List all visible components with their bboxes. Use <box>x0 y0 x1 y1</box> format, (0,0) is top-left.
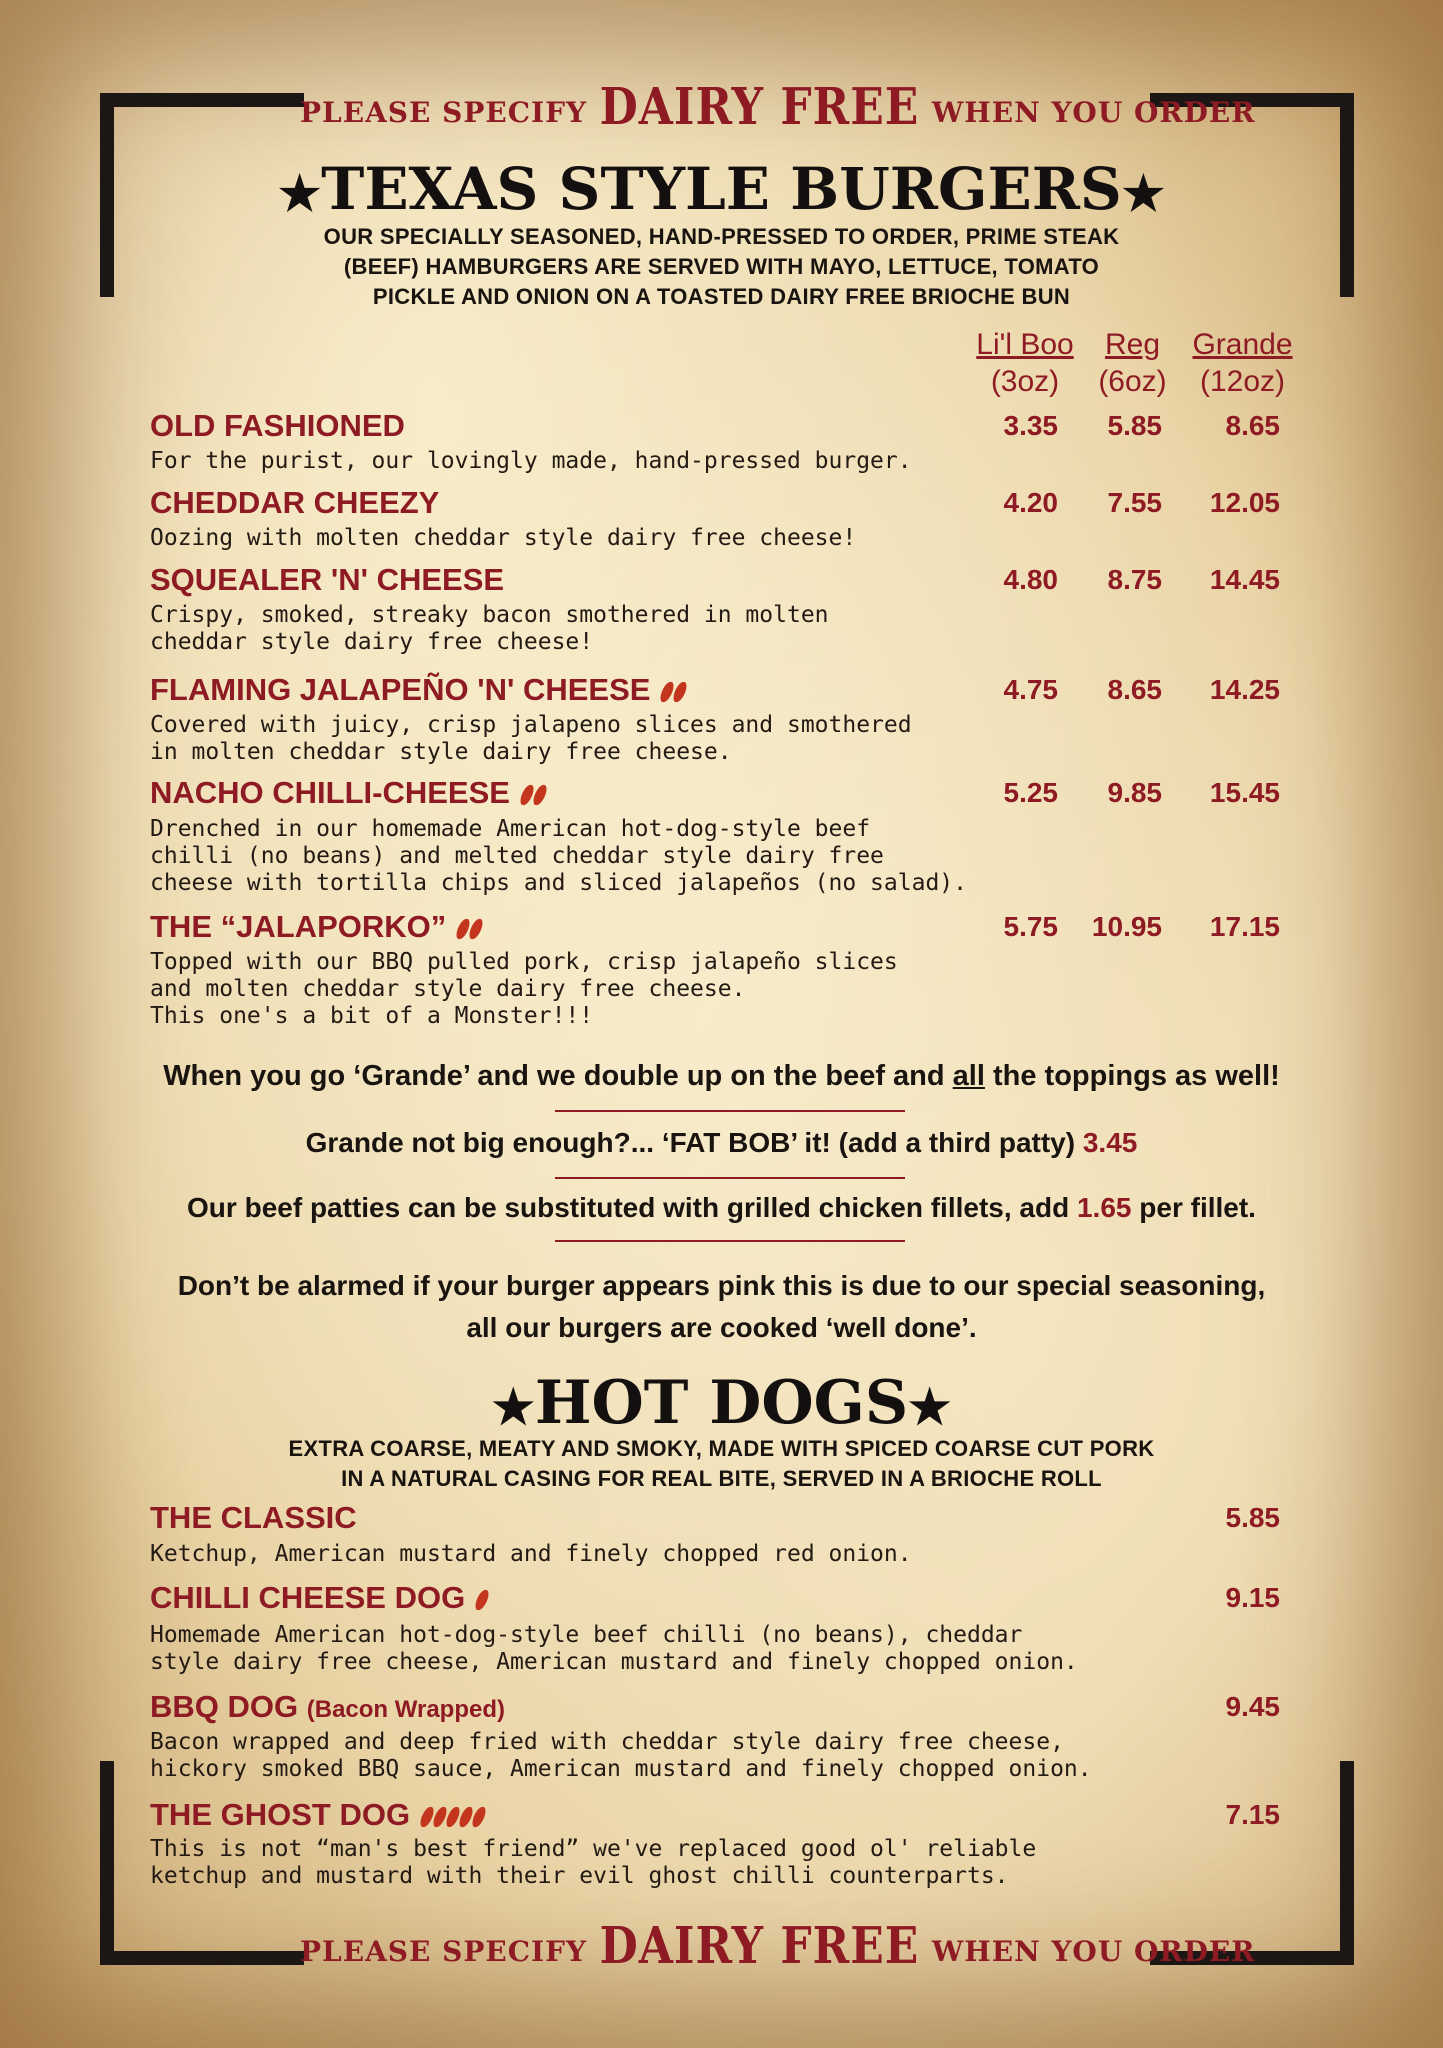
price-lil-boo: 4.80 <box>1003 564 1058 595</box>
hotdogs-intro <box>0 1434 1443 1494</box>
hotdog-item-row <box>150 1689 505 1725</box>
hotdog-item-name: THE CLASSIC <box>150 1500 357 1535</box>
hotdog-item-sub: (Bacon Wrapped) <box>306 1696 505 1723</box>
burger-item-row <box>150 775 545 811</box>
burgers-title: TEXAS STYLE BURGERS <box>321 155 1122 223</box>
hotdog-item-desc: Homemade American hot-dog-style beef chilli (no beans), cheddar style dairy free cheese, American mustard and finely chopped onion. <box>150 1622 1078 1675</box>
hotdogs-intro-line: IN A NATURAL CASING FOR REAL BITE, SERVED IN A BRIOCHE ROLL <box>341 1466 1102 1491</box>
price-reg: 7.55 <box>1107 487 1162 518</box>
burger-item-desc: Topped with our BBQ pulled pork, crisp jalapeño slices and molten cheddar style dairy free cheese. This one's a bit of a Monster!!! <box>150 949 898 1029</box>
hotdog-price: 7.15 <box>1225 1799 1280 1830</box>
hotdog-price: 5.85 <box>1225 1502 1280 1533</box>
chicken-note <box>0 1192 1443 1224</box>
chicken-price: 1.65 <box>1076 1192 1132 1223</box>
hotdog-item-desc: Ketchup, American mustard and finely chopped red onion. <box>150 1541 912 1567</box>
price-reg: 8.75 <box>1107 564 1162 595</box>
column-header-reg <box>1080 326 1185 400</box>
price-grande: 15.45 <box>1209 777 1280 808</box>
hotdog-price: 9.15 <box>1225 1582 1280 1613</box>
column-header-lil-boo <box>960 326 1090 400</box>
chilli-heat-icons <box>519 775 545 810</box>
chilli-heat-icons <box>659 672 685 707</box>
star-icon: ★ <box>491 1379 535 1436</box>
chilli-icon <box>518 783 535 807</box>
fat-bob-note <box>0 1127 1443 1159</box>
burger-item-desc: Covered with juicy, crisp jalapeno slices and smothered in molten cheddar style dairy free cheese. <box>150 712 912 765</box>
chilli-icon <box>473 1588 490 1612</box>
fat-bob-sub: (add a third patty) <box>838 1127 1076 1158</box>
grande-note-emph: all <box>952 1060 985 1092</box>
column-name: Li'l Boo <box>976 328 1074 361</box>
divider <box>555 1110 905 1112</box>
chicken-note-text: per fillet. <box>1139 1192 1256 1223</box>
price-lil-boo: 4.75 <box>1003 674 1058 705</box>
pink-burger-note <box>0 1265 1443 1349</box>
burger-item-name: CHEDDAR CHEEZY <box>150 485 440 520</box>
chilli-icon <box>672 680 689 704</box>
burger-item-name: OLD FASHIONED <box>150 408 405 443</box>
hotdogs-title: HOT DOGS <box>534 1368 909 1438</box>
burger-item-name: NACHO CHILLI-CHEESE <box>150 775 510 810</box>
hotdog-item-row <box>150 1797 484 1833</box>
dairy-free-banner-top <box>300 78 1256 137</box>
chilli-icon <box>467 917 484 941</box>
burger-item-desc: For the purist, our lovingly made, hand-pressed burger. <box>150 448 912 474</box>
burger-item-desc: Crispy, smoked, streaky bacon smothered in molten cheddar style dairy free cheese! <box>150 602 829 655</box>
burgers-intro-line: PICKLE AND ONION ON A TOASTED DAIRY FREE BRIOCHE BUN <box>372 284 1071 309</box>
price-lil-boo: 5.75 <box>1003 911 1058 942</box>
banner-post-text: WHEN YOU ORDER <box>931 1935 1256 1968</box>
chilli-heat-icons <box>455 909 481 944</box>
price-grande: 12.05 <box>1209 487 1280 518</box>
chilli-icon <box>470 1805 487 1829</box>
column-size: (12oz) <box>1199 365 1286 398</box>
star-icon: ★ <box>908 1379 952 1436</box>
burgers-heading <box>0 155 1443 223</box>
column-name: Reg <box>1104 328 1161 361</box>
hotdog-price: 9.45 <box>1225 1691 1280 1722</box>
hotdog-item-name: CHILLI CHEESE DOG <box>150 1580 466 1615</box>
dairy-free-banner-bottom <box>300 1917 1256 1976</box>
pink-note-line: all our burgers are cooked ‘well done’. <box>466 1312 977 1343</box>
burgers-intro-line: (BEEF) HAMBURGERS ARE SERVED WITH MAYO, LETTUCE, TOMATO <box>343 254 1100 279</box>
divider <box>555 1240 905 1242</box>
column-name: Grande <box>1192 328 1293 361</box>
burger-item-name: THE “JALAPORKO” <box>150 909 447 944</box>
chicken-note-text: Our beef patties can be substituted with grilled chicken fillets, add <box>187 1192 1070 1223</box>
banner-emph-text: DAIRY FREE <box>599 1917 920 1976</box>
hotdog-item-desc: This is not “man's best friend” we've replaced good ol' reliable ketchup and mustard with their evil ghost chilli counterparts. <box>150 1836 1037 1889</box>
price-grande: 14.45 <box>1209 564 1280 595</box>
burger-item-desc: Oozing with molten cheddar style dairy free cheese! <box>150 525 857 551</box>
burger-item-desc: Drenched in our homemade American hot-dog-style beef chilli (no beans) and melted cheddar style dairy free cheese with tortilla chips and sliced jalapeños (no salad). <box>150 816 967 896</box>
fat-bob-price: 3.45 <box>1082 1127 1138 1158</box>
price-reg: 8.65 <box>1107 674 1162 705</box>
price-lil-boo: 4.20 <box>1003 487 1058 518</box>
hotdog-item-name: THE GHOST DOG <box>150 1797 411 1832</box>
chilli-heat-icons <box>419 1797 484 1832</box>
burger-item-name: SQUEALER 'N' CHEESE <box>150 562 505 597</box>
column-size: (6oz) <box>1098 365 1167 398</box>
grande-note <box>0 1060 1443 1093</box>
banner-post-text: WHEN YOU ORDER <box>931 96 1256 129</box>
chilli-heat-icons <box>474 1580 487 1615</box>
burger-item-row <box>150 909 481 945</box>
price-reg: 10.95 <box>1091 911 1162 942</box>
burgers-intro <box>0 222 1443 312</box>
banner-pre-text: PLEASE SPECIFY <box>300 1935 587 1968</box>
price-grande: 14.25 <box>1209 674 1280 705</box>
pink-note-line: Don’t be alarmed if your burger appears pink this is due to our special seasoning, <box>177 1270 1266 1301</box>
hotdogs-heading <box>0 1368 1443 1438</box>
banner-pre-text: PLEASE SPECIFY <box>300 96 587 129</box>
burger-item-row <box>150 672 685 708</box>
divider <box>555 1177 905 1179</box>
hotdogs-intro-line: EXTRA COARSE, MEATY AND SMOKY, MADE WITH SPICED COARSE CUT PORK <box>288 1436 1155 1461</box>
star-icon: ★ <box>278 166 322 222</box>
price-reg: 9.85 <box>1107 777 1162 808</box>
hotdog-item-row <box>150 1580 487 1616</box>
banner-emph-text: DAIRY FREE <box>599 78 920 137</box>
burger-item-name: FLAMING JALAPEÑO 'N' CHEESE <box>150 672 651 707</box>
fat-bob-text: Grande not big enough?... ‘FAT BOB’ it! <box>305 1127 831 1158</box>
price-grande: 17.15 <box>1209 911 1280 942</box>
burgers-intro-line: OUR SPECIALLY SEASONED, HAND-PRESSED TO ORDER, PRIME STEAK <box>323 224 1120 249</box>
price-lil-boo: 3.35 <box>1003 410 1058 441</box>
price-lil-boo: 5.25 <box>1003 777 1058 808</box>
grande-note-text: When you go ‘Grande’ and we double up on the beef and <box>163 1060 945 1092</box>
price-reg: 5.85 <box>1107 410 1162 441</box>
star-icon: ★ <box>1121 166 1165 222</box>
hotdog-item-desc: Bacon wrapped and deep fried with cheddar style dairy free cheese, hickory smoked BBQ sauce, American mustard and finely chopped onion. <box>150 1729 1092 1782</box>
grande-note-text: the toppings as well! <box>992 1060 1280 1092</box>
hotdog-item-name: BBQ DOG <box>150 1689 299 1724</box>
column-size: (3oz) <box>990 365 1060 398</box>
column-header-grande <box>1185 326 1300 400</box>
price-grande: 8.65 <box>1225 410 1280 441</box>
